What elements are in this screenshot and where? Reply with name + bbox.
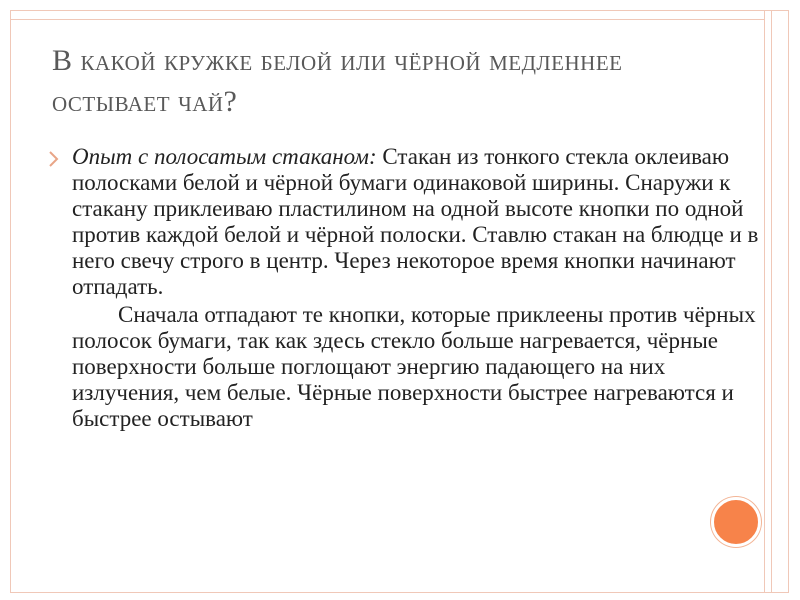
slide-title: В какой кружке белой или чёрной медленнее остывает чай? — [52, 44, 623, 118]
slide-body — [72, 144, 762, 432]
decorative-orange-circle — [711, 497, 761, 547]
paragraph-conclusion: Сначала отпадают те кнопки, которые приклеены против чёрных полосок бумаги, так как здесь стекло больше нагревается, чёрные поверхности больше поглощают энергию падающего на них излучения, чем белые. Чёрные поверхности быстрее нагреваются и быстрее остывают — [72, 302, 756, 431]
paragraph-lead: Опыт с полосатым стаканом: — [72, 144, 377, 169]
chevron-bullet-icon — [49, 151, 59, 167]
paragraph-experiment-text: Стакан из тонкого стекла оклеиваю полосками белой и чёрной бумаги одинаковой ширины. Снаружи к стакану приклеиваю пластилином на одной высоте кнопки по одной против каждой белой и чёрной полоски. Ставлю стакан на блюдце и в него свечу строго в центр. Через некоторое время кнопки начинают отпадать. — [72, 144, 759, 299]
right-margin-line-2 — [771, 10, 772, 593]
top-divider-line — [11, 19, 764, 20]
right-margin-line-1 — [764, 10, 765, 593]
paragraph-experiment — [72, 144, 762, 300]
